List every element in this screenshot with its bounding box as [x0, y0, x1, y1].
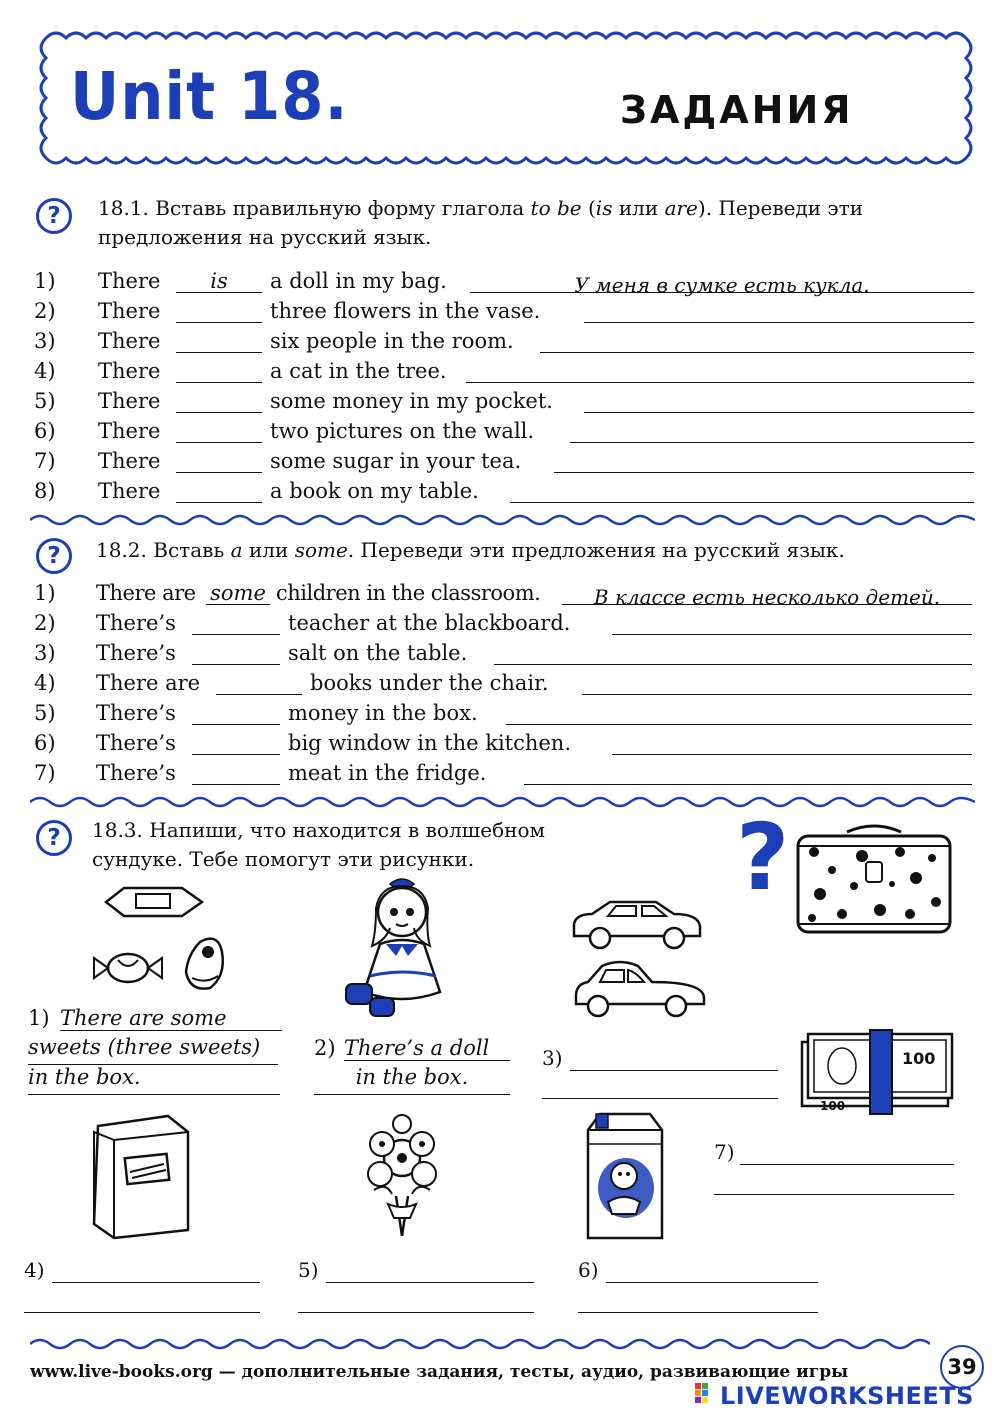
ex2-row-6: 6) There’s big window in the kitchen. — [34, 728, 979, 758]
chest-icon — [792, 822, 956, 936]
ex1-answer-1[interactable]: is — [176, 270, 262, 293]
ex2-row-3: 3) There’s salt on the table. — [34, 638, 979, 668]
ex1-answer-8[interactable] — [176, 480, 262, 503]
ex2-answer-3[interactable] — [192, 642, 280, 665]
ex2-answer-7[interactable] — [192, 762, 280, 785]
ex2-translation-7[interactable] — [524, 762, 972, 785]
ex2-answer-4[interactable] — [216, 672, 302, 695]
money-label: 100 — [902, 1049, 936, 1068]
ex2-number: 18.2. — [96, 538, 147, 562]
ex3-answer-2a[interactable]: There’s a doll — [344, 1036, 510, 1061]
sweets-icon — [90, 880, 240, 1004]
ex1-row-2: 2) There three flowers in the vase. — [34, 296, 979, 326]
ex3-answer-3b[interactable] — [542, 1076, 778, 1099]
ex3-item-6: 6) — [578, 1258, 822, 1282]
ex3-answer-4b[interactable] — [24, 1290, 260, 1313]
ex3-item-7: 7) — [714, 1140, 958, 1164]
ex2-instruction: 18.2. Вставь a или some. Переведи эти предложения на русский язык. — [96, 538, 845, 562]
divider-2 — [30, 794, 975, 810]
ex3-item-4: 4) — [24, 1258, 264, 1282]
ex1-row-6: 6) There two pictures on the wall. — [34, 416, 979, 446]
ex3-answer-1a[interactable]: There are some — [60, 1006, 282, 1031]
ex3-answer-7a[interactable] — [740, 1142, 954, 1165]
ex1-translation-4[interactable] — [466, 360, 974, 383]
tasks-title: ЗАДАНИЯ — [620, 88, 854, 132]
ex2-translation-4[interactable] — [582, 672, 972, 695]
page-number: 39 — [940, 1345, 984, 1389]
ex1-answer-4[interactable] — [176, 360, 262, 383]
ex2-answer-1[interactable]: some — [206, 582, 270, 605]
ex3-item-3: 3) — [542, 1046, 782, 1070]
ex2-answer-2[interactable] — [192, 612, 280, 635]
ex1-translation-2[interactable] — [584, 300, 974, 323]
ex1-row-1: 1) There is a doll in my bag. У меня в сумке есть кукла. — [34, 266, 979, 296]
ex2-row-2: 2) There’s teacher at the blackboard. — [34, 608, 979, 638]
ex1-translation-1[interactable]: У меня в сумке есть кукла. — [470, 270, 974, 293]
ex2-answer-5[interactable] — [192, 702, 280, 725]
liveworksheets-brand[interactable]: LIVEWORKSHEETS — [720, 1382, 974, 1410]
ex1-translation-5[interactable] — [584, 390, 974, 413]
car-icon — [570, 892, 710, 1022]
ex3-answer-1b[interactable]: sweets (three sweets) — [28, 1035, 278, 1065]
ex3-item-5: 5) — [298, 1258, 538, 1282]
ex3-answer-6b[interactable] — [578, 1290, 818, 1313]
ex3-answer-1c[interactable]: in the box. — [28, 1065, 280, 1095]
ex1-row-4: 4) There a cat in the tree. — [34, 356, 979, 386]
footer-text: www.live-books.org — дополнительные задания, тесты, аудио, развивающие игры — [30, 1362, 849, 1382]
milk-carton-icon — [578, 1110, 668, 1244]
ex3-number: 18.3. — [92, 818, 143, 842]
ex3-answer-7b[interactable] — [714, 1172, 954, 1195]
ex3-answer-2b[interactable]: in the box. — [314, 1065, 510, 1095]
money-icon — [798, 1026, 956, 1116]
ex1-translation-8[interactable] — [510, 480, 974, 503]
money-label: 100 — [820, 1099, 846, 1113]
ex2-translation-2[interactable] — [612, 612, 972, 635]
question-mark-icon: ? — [736, 804, 790, 911]
ex2-translation-6[interactable] — [612, 732, 972, 755]
ex3-answer-6a[interactable] — [606, 1260, 818, 1283]
ex1-number: 18.1. — [98, 196, 149, 220]
help-circle-icon: ? — [36, 198, 72, 234]
ex1-row-8: 8) There a book on my table. — [34, 476, 979, 506]
ex1-row-3: 3) There six people in the room. — [34, 326, 979, 356]
ex1-instruction: 18.1. Вставь правильную форму глагола to be (is или are). Переведи эти предложения на русский язык. — [98, 196, 864, 249]
divider-3 — [30, 1336, 930, 1352]
ex1-answer-2[interactable] — [176, 300, 262, 323]
ex2-row-4: 4) There are books under the chair. — [34, 668, 979, 698]
ex2-row-1: 1) There are some children in the classroom. В классе есть несколько детей. — [34, 578, 979, 608]
ex3-instruction: 18.3. Напиши, что находится в волшебном сундуке. Тебе помогут эти рисунки. — [92, 818, 546, 871]
ex2-translation-3[interactable] — [494, 642, 972, 665]
ex1-row-5: 5) There some money in my pocket. — [34, 386, 979, 416]
ex1-answer-7[interactable] — [176, 450, 262, 473]
ex2-translation-5[interactable] — [506, 702, 972, 725]
help-circle-icon: ? — [36, 538, 72, 574]
ex1-translation-7[interactable] — [554, 450, 974, 473]
ex1-answer-5[interactable] — [176, 390, 262, 413]
ex2-row-5: 5) There’s money in the box. — [34, 698, 979, 728]
ex3-answer-5b[interactable] — [298, 1290, 534, 1313]
ex1-row-7: 7) There some sugar in your tea. — [34, 446, 979, 476]
ex1-answer-3[interactable] — [176, 330, 262, 353]
ex3-answer-4a[interactable] — [52, 1260, 260, 1283]
ex3-answer-3a[interactable] — [570, 1048, 778, 1071]
ex1-translation-6[interactable] — [570, 420, 974, 443]
ex3-item-1: 1) There are some sweets (three sweets) in the box. — [28, 1006, 290, 1095]
flower-bouquet-icon — [352, 1110, 452, 1240]
ex1-answer-6[interactable] — [176, 420, 262, 443]
ex3-item-2: 2) There’s a doll in the box. — [314, 1036, 514, 1095]
ex2-answer-6[interactable] — [192, 732, 280, 755]
book-icon — [84, 1112, 194, 1242]
ex2-row-7: 7) There’s meat in the fridge. — [34, 758, 979, 788]
divider-1 — [30, 512, 975, 528]
doll-icon — [340, 872, 470, 1022]
help-circle-icon: ? — [36, 820, 72, 856]
ex1-translation-3[interactable] — [540, 330, 974, 353]
liveworksheets-logo-icon — [695, 1383, 715, 1409]
ex3-answer-5a[interactable] — [326, 1260, 534, 1283]
unit-title: Unit 18. — [70, 58, 349, 135]
ex2-translation-1[interactable]: В классе есть несколько детей. — [562, 582, 972, 605]
